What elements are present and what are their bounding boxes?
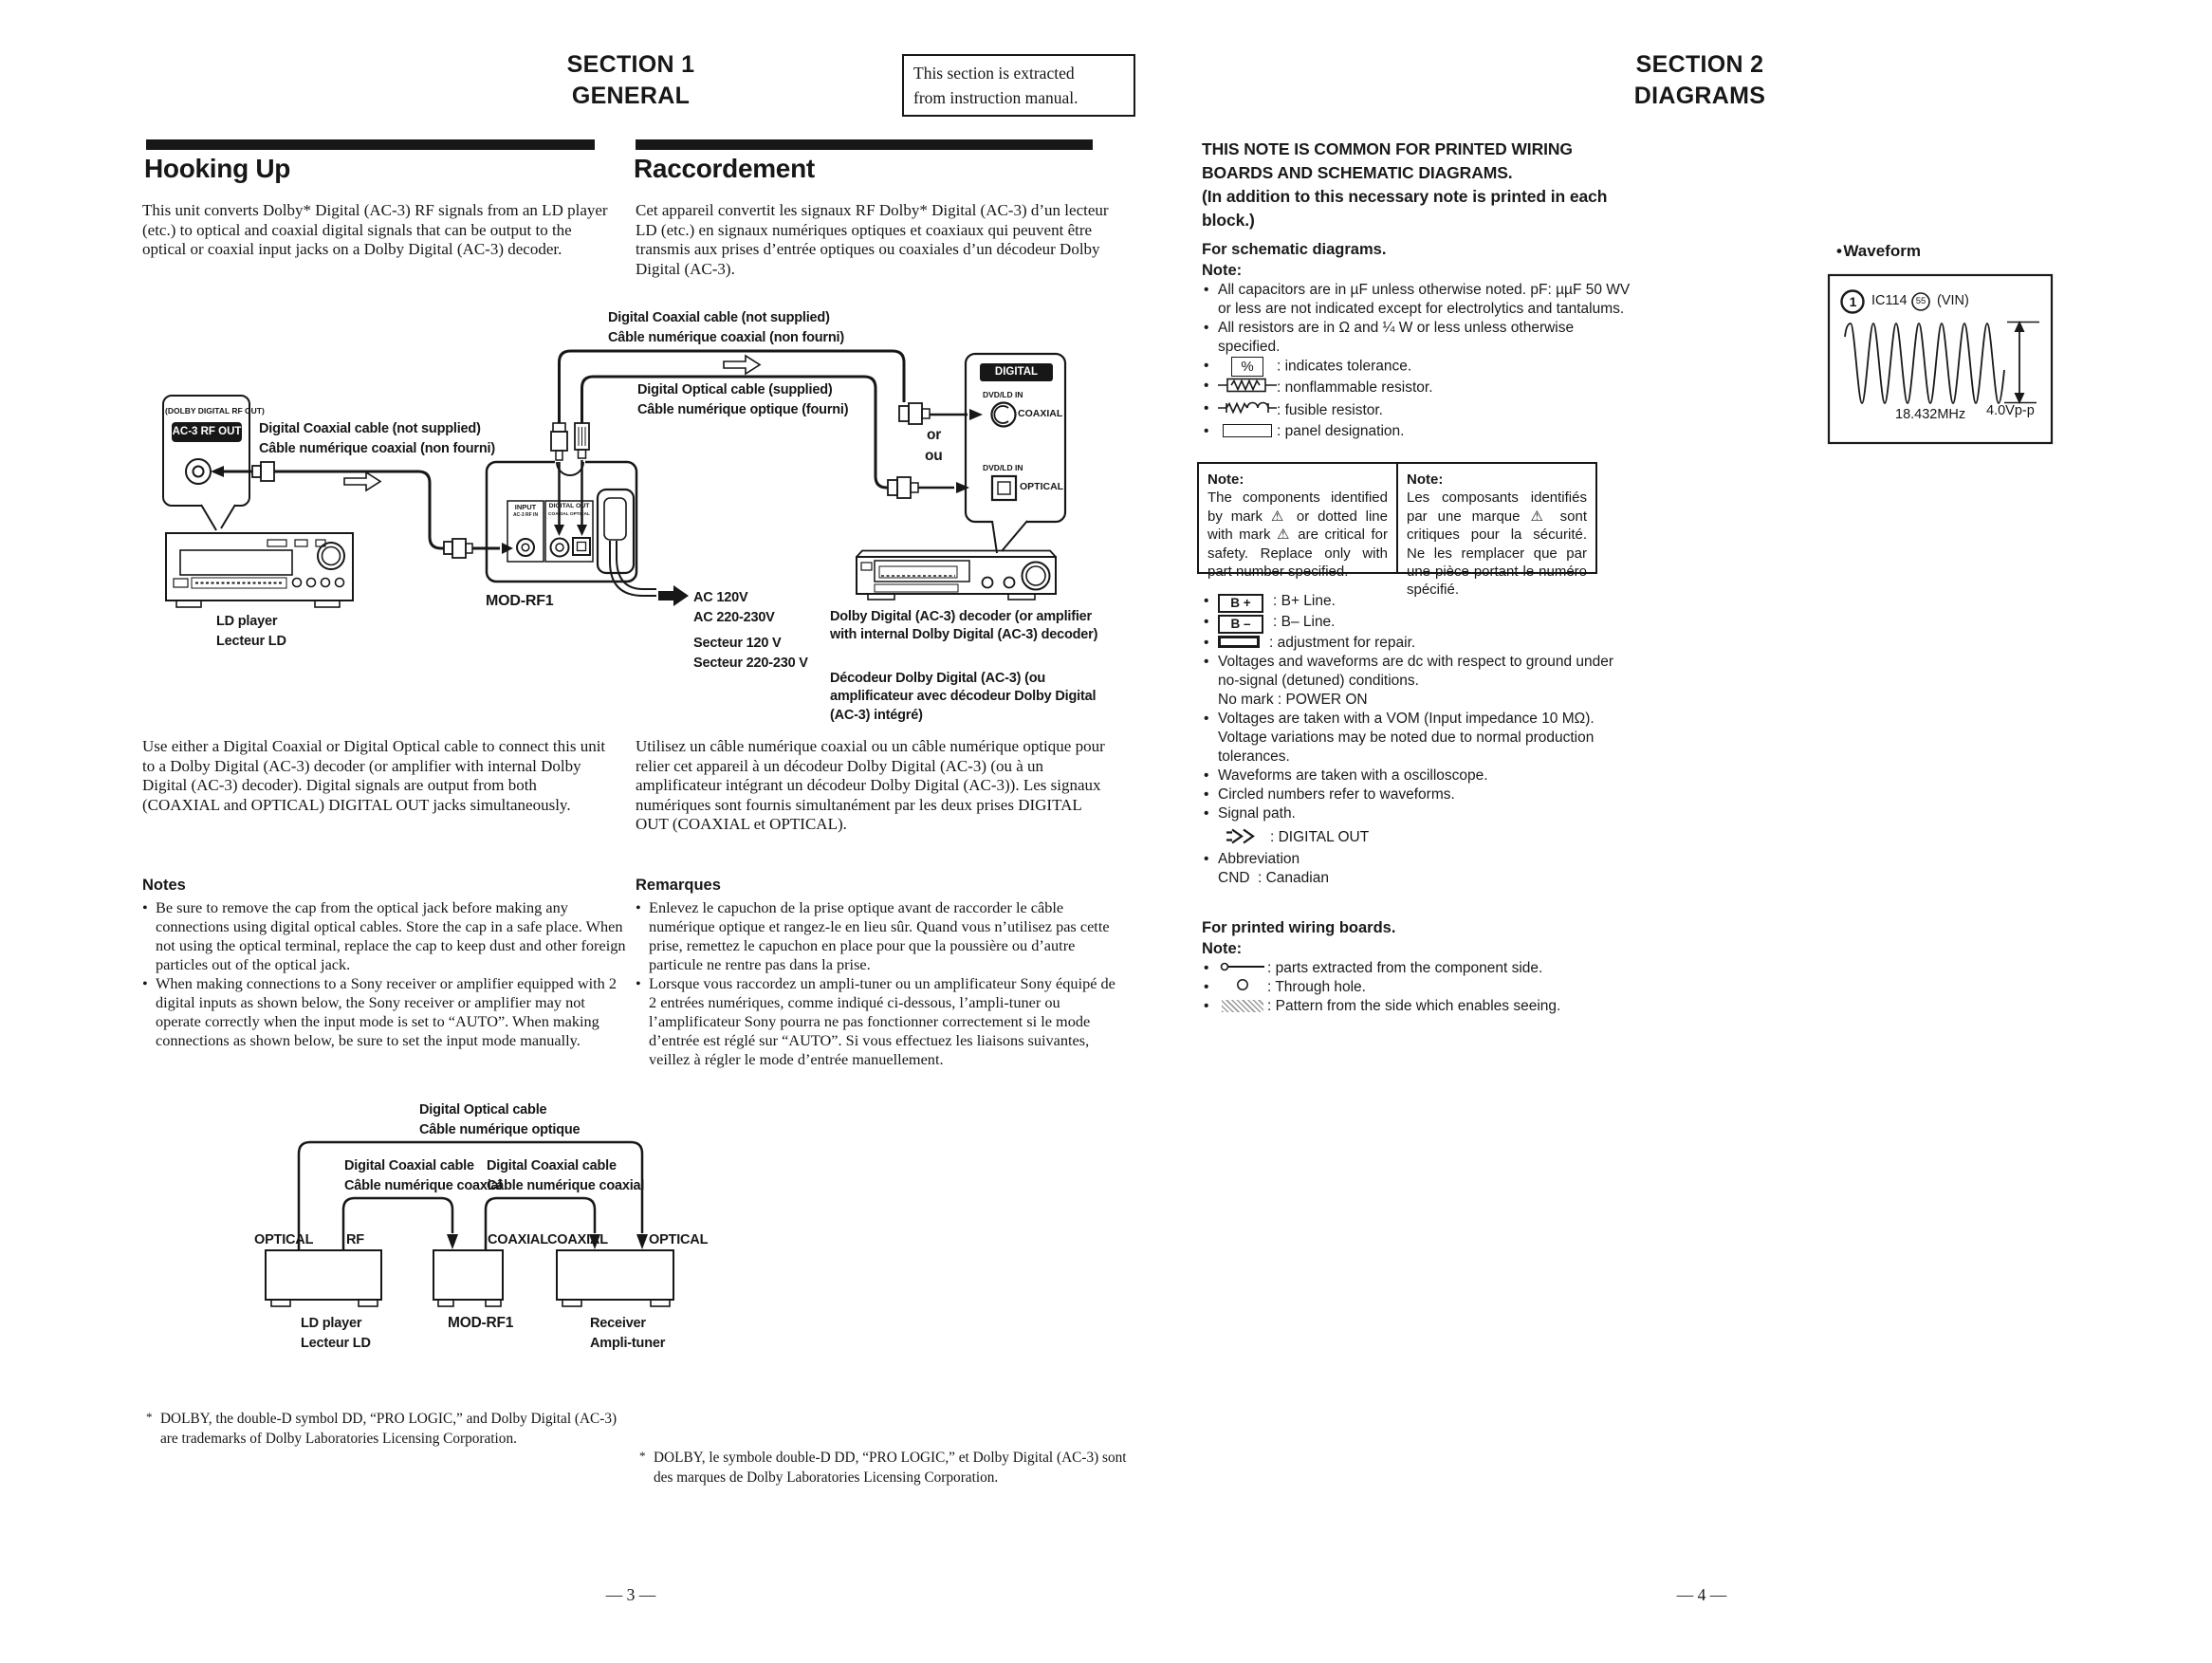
section1-title-line2: GENERAL: [571, 83, 691, 109]
fusible-resistor-icon: [1218, 399, 1277, 416]
legend-text: : B+ Line.: [1273, 593, 1336, 609]
label-line: Câble numérique optique: [419, 1121, 581, 1137]
note-item: • When making connections to a Sony receiver or amplifier equipped with 2 digital inputs as shown below, the Sony receiver or amplifier may not operate correctly when the input mode is set to “AUTO”. When making connections as shown below, be sure to set the input mode manually.: [142, 974, 630, 1050]
ld-jack-caption: (DOLBY DIGITAL RF OUT): [165, 406, 265, 416]
bullet: •: [1836, 242, 1844, 260]
mod-digital-out-sublabel: COAXIAL OPTICAL: [548, 512, 590, 517]
port-coaxial-mod: COAXIAL: [488, 1232, 548, 1247]
port-optical-left: OPTICAL: [254, 1232, 314, 1247]
english-body: Use either a Digital Coaxial or Digital Optical cable to connect this unit to a Dolby Digital (AC-3) decoder (or amplifier with internal Dolby Digital (AC-3) decoder). Digital signals are output from both (COAXIAL and OPTICAL) DIGITAL OUT jacks simultaneously.: [142, 737, 606, 814]
vom-note: • Voltages are taken with a VOM (Input impedance 10 MΩ). Voltage variations may be noted due to normal production tolerances.: [1202, 710, 1631, 767]
pwb-pattern-slot: [1218, 997, 1267, 1016]
safety-note-text: The components identified by mark ⚠ or dotted line with mark ⚠ are critical for safety. Replace only with part number specified.: [1207, 490, 1388, 581]
waveform-pin-label: 55: [1915, 296, 1926, 306]
note-item: • Be sure to remove the cap from the optical jack before making any connections using digital optical cables. Store the cap in a safe place. When not using the optical terminal, replace the cap to keep dust and other foreign particles out of the optical jack.: [142, 898, 630, 974]
label-line: Lecteur LD: [216, 633, 286, 649]
pwb-hole-slot: [1218, 978, 1267, 997]
coaxial-jack-label: COAXIAL: [1018, 408, 1063, 419]
label-line: Secteur 120 V: [693, 636, 782, 651]
legend-text: : parts extracted from the component side.: [1267, 960, 1543, 977]
d2-coax2-label: [487, 1156, 644, 1195]
d2-ld-label: [301, 1314, 371, 1353]
english-intro: This unit converts Dolby* Digital (AC-3) RF signals from an LD player (etc.) to optical and coaxial digital signals that can be output to the optical or coaxial input jacks on a Dolby Digital (AC-3) decoder.: [142, 201, 608, 259]
extract-note-line2: from instruction manual.: [913, 88, 1078, 107]
nonflammable-slot: [1218, 377, 1277, 399]
mod-digital-out-label: DIGITAL OUT: [548, 503, 590, 509]
abbreviation-heading: • Abbreviation: [1202, 850, 1631, 869]
safety-note-fr: [1396, 464, 1595, 599]
no-mark-note: No mark : POWER ON: [1218, 692, 1368, 708]
waveform-vpp: 4.0Vp-p: [1986, 403, 2035, 418]
through-hole-icon: [1236, 978, 1249, 991]
abbreviation-key: CND: [1218, 870, 1250, 886]
fusible-slot: [1218, 399, 1277, 422]
voltage-note: [1202, 653, 1631, 710]
port-coaxial-rec: COAXIAL: [547, 1232, 608, 1247]
english-column-rule: [146, 139, 595, 150]
pwb-through-hole-legend: [1202, 978, 1631, 997]
optical-plug-into-decoder: [888, 477, 969, 498]
legend-text: : nonflammable resistor.: [1277, 379, 1433, 397]
notes-list-en: [142, 898, 630, 1050]
pwb-extracted-legend: [1202, 959, 1631, 978]
note-item: • Lorsque vous raccordez un ampli-tuner ou un amplificateur Sony équipé de 2 entrées numériques, comme indiqué ci-dessous, l’ampli-tuner ou l’amplificateur Sony pourra ne pas fonctionner correctement si le mode d’entrée est réglé sur “AUTO”. Si vous effectuez les liaisons suivantes, veillez à régler le mode d’entrée manuellement.: [636, 974, 1125, 1069]
bminus-chip-icon: B –: [1218, 615, 1263, 634]
component-side-icon: [1219, 961, 1266, 972]
pwb-notes-block: [1202, 917, 1631, 1016]
panel-slot: [1218, 422, 1277, 441]
nonflammable-legend: [1202, 377, 1631, 399]
waveform-heading-text: Waveform: [1843, 242, 1921, 260]
label-line: Secteur 220-230 V: [693, 655, 808, 671]
coax-plug-into-mod: [444, 539, 513, 558]
note-item: • Enlevez le capuchon de la prise optique avant de raccorder le câble numérique optique et rangez-le en lieu sûr. Quand vous n’utilisez pas cette prise, remettez le capuchon en place pour que la poussière ou d’autre particule ne rentre pas dans la prise.: [636, 898, 1125, 974]
decoder-panel-callout: [966, 354, 1065, 554]
safety-note-text: Les composants identifiés par une marque ⚠ sont critiques pour la sécurité. Ne les remplacer que par une pièce portant le numéro spécifié.: [1407, 490, 1587, 599]
label-mod-rf1: MOD-RF1: [486, 593, 554, 609]
footnote-text: DOLBY, le symbole double-D DD, “PRO LOGIC,” et Dolby Digital (AC-3) sont des marques de Dolby Laboratories Licensing Corporation.: [654, 1450, 1127, 1486]
label-line: AC 220-230V: [693, 609, 775, 625]
french-intro: Cet appareil convertit les signaux RF Dolby* Digital (AC-3) d’un lecteur LD (etc.) en signaux numériques optiques et coaxiaux qui peuvent être transmis aux prises d’entrée optiques ou coaxiales d’un décodeur Dolby Digital (AC-3).: [636, 201, 1109, 278]
notes-heading-fr: Remarques: [636, 877, 721, 894]
label-coax-cable-left: [259, 419, 495, 458]
d2-mod-label: MOD-RF1: [448, 1315, 514, 1331]
optical-jack-label: OPTICAL: [1020, 481, 1064, 492]
d2-receiver-label: [590, 1314, 665, 1353]
label-line: Ampli-tuner: [590, 1335, 666, 1351]
page-number-left: — 3 —: [605, 1585, 656, 1604]
line-legend-block: [1202, 592, 1631, 888]
flow-arrow-icon: [724, 356, 760, 374]
tolerance-box-icon: %: [1231, 357, 1263, 377]
safety-note-label: Note:: [1207, 471, 1244, 488]
legend-text: : panel designation.: [1277, 423, 1405, 440]
safety-note-en: [1199, 464, 1396, 581]
abbreviation-entry: [1202, 869, 1631, 888]
pwb-extracted-slot: [1218, 959, 1267, 978]
port-optical-right: OPTICAL: [649, 1232, 709, 1247]
mod-rf1-device: [487, 457, 656, 596]
schematic-notes-block: [1202, 239, 1631, 441]
panel-designation-icon: [1223, 424, 1272, 437]
section2-title: [1605, 49, 1795, 112]
digital-panel-label: DIGITAL: [980, 363, 1053, 381]
waveform-ic-label: IC114: [1871, 293, 1908, 308]
legend-text: : fusible resistor.: [1277, 402, 1383, 419]
label-line: LD player: [301, 1316, 362, 1331]
tolerance-slot: [1218, 357, 1277, 377]
french-body: Utilisez un câble numérique coaxial ou un câble numérique optique pour relier cet appareil à un décodeur Dolby Digital (AC-3) (ou à un amplificateur intégrant un décodeur Dolby Digital (AC-3)). Les signaux numériques sont fournis simultanément par les deux prises DIGITAL OUT (COAXIAL et OPTICAL).: [636, 737, 1105, 834]
page-number-right: — 4 —: [1676, 1585, 1727, 1604]
label-line: Lecteur LD: [301, 1335, 371, 1351]
legend-text: : adjustment for repair.: [1269, 635, 1416, 651]
legend-text: : DIGITAL OUT: [1270, 829, 1370, 845]
ac3-rf-out-label: AC-3 RF OUT: [172, 422, 242, 442]
ac-arrow-icon: [658, 585, 689, 606]
port-rf: RF: [346, 1232, 364, 1247]
digital-out-arrow-icon: [1225, 828, 1261, 844]
bminus-legend: [1202, 613, 1631, 634]
common-note-heading: [1202, 138, 1629, 232]
section2-title-line1: SECTION 2: [1635, 51, 1764, 78]
abbreviation-value: : Canadian: [1258, 870, 1329, 886]
label-coax-cable-top: [608, 308, 844, 347]
waveform-signal-label: (VIN): [1937, 293, 1969, 308]
bplus-legend: [1202, 592, 1631, 613]
section1-title: [536, 49, 726, 112]
label-ld-player: [216, 612, 286, 651]
safety-note-label: Note:: [1407, 471, 1444, 488]
ac-voltage-label-en: [693, 588, 775, 627]
d2-optical-label: [419, 1100, 580, 1139]
label-line: Câble numérique coaxial: [487, 1177, 645, 1193]
label-line: Receiver: [590, 1316, 646, 1331]
french-column-rule: [636, 139, 1093, 150]
section1-title-line1: SECTION 1: [566, 51, 695, 78]
label-line: Câble numérique optique (fourni): [637, 401, 849, 417]
extract-note-line1: This section is extracted: [913, 64, 1075, 83]
coax-plug-into-decoder: [899, 403, 983, 424]
tolerance-legend: [1202, 357, 1631, 377]
footnote-fr: [637, 1449, 1128, 1487]
waveform-heading: [1836, 241, 1921, 262]
label-decoder-en: Dolby Digital (AC-3) decoder (or amplifier with internal Dolby Digital (AC-3) decoder): [830, 609, 1098, 643]
legend-text: : indicates tolerance.: [1277, 358, 1412, 375]
note-label: Note:: [1202, 262, 1243, 279]
adjustment-legend: [1202, 634, 1631, 653]
flow-arrow-icon: [344, 472, 380, 490]
resistor-note: • All resistors are in Ω and ¼ W or less unless otherwise specified.: [1202, 319, 1631, 357]
footnote-en: [144, 1410, 635, 1449]
label-line: Câble numérique coaxial: [344, 1177, 503, 1193]
mod-input-label: INPUT: [514, 503, 537, 511]
pwb-note-label: Note:: [1202, 940, 1243, 957]
signal-path-note: • Signal path.: [1202, 804, 1631, 823]
legend-text: : B– Line.: [1273, 614, 1336, 630]
legend-text: : Pattern from the side which enables seeing.: [1267, 998, 1561, 1015]
footnote-text: DOLBY, the double-D symbol DD, “PRO LOGIC,” and Dolby Digital (AC-3) are trademarks of Dolby Laboratories Licensing Corporation.: [160, 1411, 618, 1447]
adjustment-box-icon: [1218, 636, 1260, 648]
label-line: Digital Coaxial cable (not supplied): [608, 310, 830, 325]
legend-text: : Through hole.: [1267, 979, 1366, 996]
ld-player-box: [266, 1250, 381, 1300]
optical-plug-into-mod-out: [575, 423, 589, 536]
mod-rf1-box: [433, 1250, 503, 1300]
waveform-ref-number: 1: [1849, 294, 1857, 309]
dvd-ld-in-label-top: DVD/LD IN: [983, 390, 1023, 399]
instruction-extract-box: [902, 54, 1135, 117]
label-or-en: or: [927, 427, 942, 443]
sine-wave: [1845, 323, 2004, 403]
bplus-chip-icon: B +: [1218, 594, 1263, 613]
safety-note-table: [1197, 462, 1597, 599]
circled-numbers-note: • Circled numbers refer to waveforms.: [1202, 785, 1631, 804]
waveform-frequency: 18.432MHz: [1895, 407, 1966, 422]
pwb-pattern-legend: [1202, 997, 1631, 1016]
hooking-up-heading: Hooking Up: [144, 154, 291, 183]
digital-out-legend: [1202, 828, 1631, 847]
label-line: Câble numérique coaxial (non fourni): [608, 329, 844, 345]
nonflammable-resistor-icon: [1218, 377, 1277, 394]
label-line: Câble numérique coaxial (non fourni): [259, 440, 495, 456]
coax-plug-into-mod-out: [551, 423, 567, 536]
section2-title-line2: DIAGRAMS: [1633, 83, 1766, 109]
capacitor-note: • All capacitors are in µF unless otherwise noted. pF: µµF 50 WV or less are not indicated except for electrolytics and tantalums.: [1202, 281, 1631, 319]
label-line: Digital Coaxial cable: [344, 1158, 474, 1173]
label-optical-cable: [637, 380, 848, 419]
fusible-legend: [1202, 399, 1631, 422]
panel-legend: [1202, 422, 1631, 441]
note-text: Voltages and waveforms are dc with respect to ground under no-signal (detuned) conditions.: [1218, 654, 1614, 689]
raccordement-heading: Raccordement: [634, 154, 815, 183]
dvd-ld-in-label-bottom: DVD/LD IN: [983, 463, 1023, 472]
ld-player-device: [166, 533, 353, 607]
notes-heading-en: Notes: [142, 877, 186, 894]
footnote-mark: *: [639, 1449, 646, 1463]
ld-jack-callout: [163, 396, 274, 531]
label-line: AC 120V: [693, 590, 748, 605]
label-line: Digital Optical cable: [419, 1102, 547, 1118]
mod-input-sublabel: AC-3 RF IN: [512, 512, 539, 518]
pattern-icon: [1222, 1000, 1263, 1012]
schematic-heading: For schematic diagrams.: [1202, 241, 1387, 258]
label-or-fr: ou: [925, 448, 943, 464]
oscilloscope-note: • Waveforms are taken with a oscilloscope.: [1202, 767, 1631, 785]
footnote-mark: *: [146, 1410, 153, 1424]
label-line: Digital Coaxial cable (not supplied): [259, 421, 481, 436]
receiver-box: [557, 1250, 673, 1300]
common-note-sub: (In addition to this necessary note is printed in each block.): [1202, 187, 1608, 230]
decoder-device: [857, 551, 1056, 601]
pwb-heading: For printed wiring boards.: [1202, 919, 1396, 936]
label-line: LD player: [216, 614, 278, 629]
label-decoder-fr: Décodeur Dolby Digital (AC-3) (ou amplificateur avec décodeur Dolby Digital (AC-3) intégré): [830, 671, 1097, 723]
label-line: Digital Coaxial cable: [487, 1158, 617, 1173]
ac-voltage-label-fr: [693, 634, 808, 673]
d2-coax1-label: [344, 1156, 502, 1195]
common-note-title: THIS NOTE IS COMMON FOR PRINTED WIRING BOARDS AND SCHEMATIC DIAGRAMS.: [1202, 139, 1573, 182]
label-line: Digital Optical cable (supplied): [637, 382, 833, 397]
notes-list-fr: [636, 898, 1125, 1069]
